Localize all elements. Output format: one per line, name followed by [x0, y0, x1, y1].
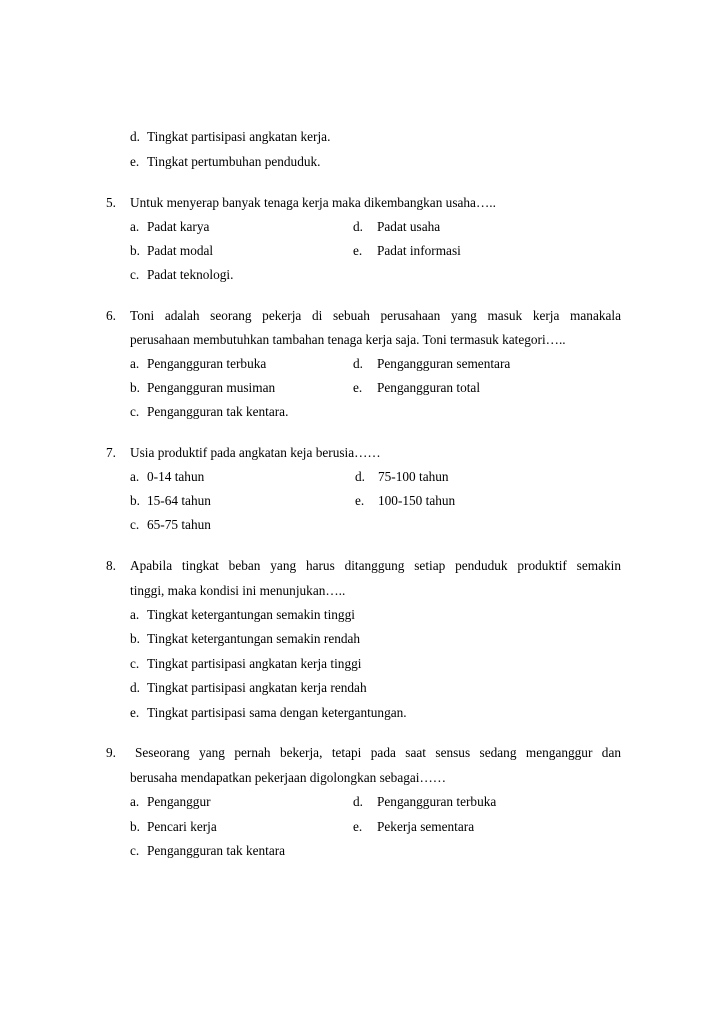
option-text: Tingkat ketergantungan semakin rendah	[147, 631, 361, 646]
option-letter: c.	[130, 404, 140, 419]
question-text: Seseorang yang pernah bekerja, tetapi pada saat sensus sedang menganggur dan	[135, 745, 621, 760]
option-text: Pengangguran musiman	[147, 380, 276, 395]
question-number: 8.	[106, 558, 116, 573]
option-text: 0-14 tahun	[147, 469, 205, 484]
option-letter: a.	[130, 794, 140, 809]
question-text: Untuk menyerap banyak tenaga kerja maka dikembangkan usaha…..	[130, 195, 496, 210]
option-letter: e.	[353, 380, 363, 395]
question-number: 6.	[106, 308, 116, 323]
option-letter: b.	[130, 380, 140, 395]
option-letter: a.	[130, 607, 140, 622]
question-text: berusaha mendapatkan pekerjaan digolongkan sebagai……	[130, 770, 447, 785]
option-text: Padat usaha	[377, 219, 441, 234]
question-number: 5.	[106, 195, 116, 210]
question-number: 9.	[106, 745, 116, 760]
question-text: tinggi, maka kondisi ini menunjukan…..	[130, 583, 346, 598]
option-text: Pengangguran terbuka	[147, 356, 267, 371]
option-letter: d.	[353, 219, 363, 234]
option-letter: e.	[353, 819, 363, 834]
option-text: Pengangguran tak kentara.	[147, 404, 289, 419]
option-letter: c.	[130, 843, 140, 858]
option-text: Padat karya	[147, 219, 210, 234]
option-text: Pengangguran terbuka	[377, 794, 497, 809]
option-text: 75-100 tahun	[378, 469, 449, 484]
option-text: Tingkat partisipasi angkatan kerja tinggi	[147, 656, 362, 671]
option-letter: b.	[130, 631, 140, 646]
option-text: Tingkat partisipasi angkatan kerja rendah	[147, 680, 367, 695]
option-text: 100-150 tahun	[378, 493, 456, 508]
option-letter: c.	[130, 517, 140, 532]
question-text: Apabila tingkat beban yang harus ditanggung setiap penduduk produktif semakin	[130, 558, 621, 573]
option-letter: e.	[353, 243, 363, 258]
option-letter: d.	[353, 356, 363, 371]
option-text: Tingkat partisipasi sama dengan ketergantungan.	[147, 705, 407, 720]
option-letter: b.	[130, 819, 140, 834]
option-letter: b.	[130, 493, 140, 508]
option-text: Pekerja sementara	[377, 819, 475, 834]
option-text: Padat teknologi.	[147, 267, 234, 282]
option-text: Pengangguran sementara	[377, 356, 511, 371]
option-text: 65-75 tahun	[147, 517, 211, 532]
option-letter: e.	[355, 493, 365, 508]
question-text: Toni adalah seorang pekerja di sebuah perusahaan yang masuk kerja manakala	[130, 308, 621, 323]
option-text: Penganggur	[147, 794, 211, 809]
option-text: Pengangguran total	[377, 380, 481, 395]
option-letter: d.	[353, 794, 363, 809]
option-text: Tingkat partisipasi angkatan kerja.	[147, 129, 331, 144]
option-letter: d.	[355, 469, 365, 484]
option-letter: e.	[130, 705, 140, 720]
option-text: Tingkat ketergantungan semakin tinggi	[147, 607, 355, 622]
option-text: 15-64 tahun	[147, 493, 211, 508]
question-text: perusahaan membutuhkan tambahan tenaga kerja saja. Toni termasuk kategori…..	[130, 332, 566, 347]
option-text: Tingkat pertumbuhan penduduk.	[147, 154, 321, 169]
option-letter: a.	[130, 469, 140, 484]
option-letter: d.	[130, 680, 140, 695]
option-letter: c.	[130, 267, 140, 282]
option-letter: d.	[130, 129, 140, 144]
option-text: Pencari kerja	[147, 819, 217, 834]
question-text: Usia produktif pada angkatan keja berusia……	[130, 445, 381, 460]
option-letter: c.	[130, 656, 140, 671]
option-text: Padat informasi	[377, 243, 461, 258]
option-text: Pengangguran tak kentara	[147, 843, 286, 858]
option-letter: a.	[130, 219, 140, 234]
option-letter: b.	[130, 243, 140, 258]
option-text: Padat modal	[147, 243, 214, 258]
option-letter: a.	[130, 356, 140, 371]
option-letter: e.	[130, 154, 140, 169]
question-number: 7.	[106, 445, 116, 460]
